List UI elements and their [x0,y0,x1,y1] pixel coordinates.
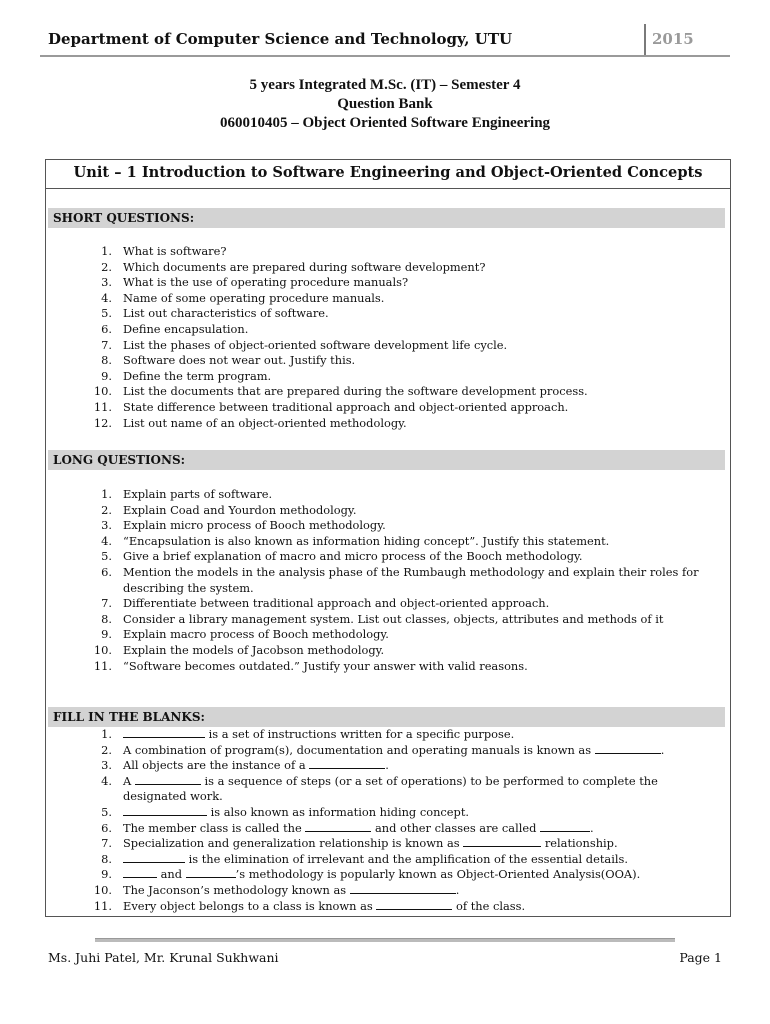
fill-blanks-list [68,727,708,914]
item-text-part: The Jaconson’s methodology known as [123,882,350,897]
item-number: 1. [101,727,112,741]
blank-line [123,852,185,863]
page-header [40,28,730,56]
item-number: 3. [101,758,112,773]
item-text-part: A [123,773,135,788]
footer-authors: Ms. Juhi Patel, Mr. Krunal Sukhwani [48,950,279,965]
list-item [68,727,708,743]
item-number: 11. [93,658,112,673]
list-item [68,384,708,400]
item-text-part: is the elimination of irrelevant and the amplification of the essential details. [185,851,628,866]
list-item [68,291,708,307]
item-number: 7. [101,596,112,611]
item-number: 3. [101,275,112,290]
item-number: 9. [101,867,112,882]
item-number: 2. [101,259,112,274]
item-text-part: The member class is called the [123,820,306,835]
unit-title: Unit – 1 Introduction to Software Engineering and Object-Oriented Concepts [73,164,703,181]
footer-rule [95,938,675,942]
list-item [68,338,708,354]
item-text: Give a brief explanation of macro and micro process of the Booch methodology. [123,549,583,564]
list-item [68,565,708,596]
list-item [68,416,708,432]
item-text: Explain the models of Jacobson methodology. [123,642,385,657]
item-number: 11. [93,399,112,414]
list-item [68,534,708,550]
item-text: Which documents are prepared during software development? [123,259,486,274]
item-text: Consider a library management system. List out classes, objects, attributes and methods of it [123,611,664,626]
item-text-part: A combination of program(s), documentation and operating manuals is known as [123,742,595,757]
list-item [68,774,708,805]
item-number: 7. [101,337,112,352]
item-text-part: All objects are the instance of a [123,758,310,773]
item-number: 9. [101,627,112,642]
document-type: Question Bank [337,96,433,112]
course-title: 060010405 – Object Oriented Software Engineering [219,115,551,131]
item-number: 7. [101,836,112,851]
item-number: 10. [93,882,112,897]
page-number: Page 1 [679,950,722,965]
program-title: 5 years Integrated M.Sc. (IT) – Semester 4 [249,77,521,93]
blank-line [350,883,456,894]
item-number: 8. [101,611,112,626]
item-number: 4. [101,773,112,788]
list-item [68,369,708,385]
item-text-part: of the class. [452,898,526,913]
title-block [40,76,730,133]
list-item [68,260,708,276]
item-text: Explain Coad and Yourdon methodology. [123,502,357,517]
header-divider [644,24,646,56]
list-item [68,899,708,915]
list-item [68,659,708,675]
blank-line [186,867,236,878]
item-text: Name of some operating procedure manuals. [123,290,385,305]
item-number: 4. [101,290,112,305]
list-item [68,852,708,868]
item-text: What is the use of operating procedure manuals? [123,275,409,290]
list-item [68,244,708,260]
item-number: 6. [101,321,112,336]
item-text-part: Specialization and generalization relationship is known as [123,836,464,851]
item-text: What is software? [123,244,227,258]
item-number: 6. [101,564,112,579]
item-text: Explain parts of software. [123,487,273,501]
item-number: 10. [93,642,112,657]
item-text-part: . [660,742,665,757]
list-item [68,487,708,503]
list-item [68,805,708,821]
item-text: List out characteristics of software. [123,306,329,321]
list-item [68,400,708,416]
item-number: 1. [101,244,112,258]
item-number: 5. [101,549,112,564]
item-number: 4. [101,533,112,548]
item-text-part: and other classes are called [371,820,541,835]
item-number: 2. [101,742,112,757]
short-questions-list [68,244,708,431]
item-number: 5. [101,306,112,321]
header-rule [40,55,730,57]
item-number: 11. [93,898,112,913]
item-text-part: is a sequence of steps (or a set of operations) to be performed to complete the designated work. [123,773,658,804]
list-item [68,612,708,628]
blank-line [123,805,207,816]
blank-line [540,821,590,832]
item-number: 6. [101,820,112,835]
item-number: 8. [101,851,112,866]
item-text: “Encapsulation is also known as information hiding concept”. Justify this statement. [123,533,610,548]
blank-line [309,758,385,769]
blank-line [135,774,201,785]
blank-line [305,821,371,832]
item-text: List the documents that are prepared during the software development process. [123,384,588,399]
item-text-part: . [590,820,594,835]
fill-blanks-heading: FILL IN THE BLANKS: [48,707,725,727]
list-item [68,353,708,369]
department-name: Department of Computer Science and Technology, UTU [48,30,513,48]
item-number: 2. [101,502,112,517]
list-item [68,821,708,837]
item-number: 9. [101,368,112,383]
item-number: 12. [93,415,112,430]
blank-line [595,743,661,754]
item-number: 1. [101,487,112,501]
item-text: Explain macro process of Booch methodology. [123,627,389,642]
list-item [68,867,708,883]
item-text-part: and [157,867,186,882]
item-number: 3. [101,518,112,533]
item-text-part: relationship. [541,836,618,851]
list-item [68,743,708,759]
item-text-part: ’s methodology is popularly known as Object-Oriented Analysis(OOA). [235,867,641,882]
item-text-part: . [455,882,460,897]
item-number: 10. [93,384,112,399]
long-questions-heading: LONG QUESTIONS: [48,450,725,470]
list-item [68,596,708,612]
item-text: List the phases of object-oriented software development life cycle. [123,337,508,352]
long-questions-list [68,487,708,674]
item-number: 5. [101,804,112,819]
list-item [68,758,708,774]
short-questions-heading: SHORT QUESTIONS: [48,208,725,228]
item-text-part: is a set of instructions written for a specific purpose. [205,727,515,741]
item-text: List out name of an object-oriented methodology. [123,415,407,430]
list-item [68,836,708,852]
item-number: 8. [101,353,112,368]
list-item [68,518,708,534]
list-item [68,275,708,291]
list-item [68,627,708,643]
header-year: 2015 [652,30,694,48]
item-text: Explain micro process of Booch methodology. [123,518,386,533]
list-item [68,322,708,338]
item-text: Software does not wear out. Justify this. [123,353,356,368]
item-text: “Software becomes outdated.” Justify your answer with valid reasons. [123,658,528,673]
item-text: Mention the models in the analysis phase of the Rumbaugh methodology and explain their roles for describing the system. [123,564,699,595]
list-item [68,643,708,659]
blank-line [376,899,452,910]
item-text: Define the term program. [123,368,272,383]
blank-line [123,867,157,878]
list-item [68,306,708,322]
list-item [68,883,708,899]
item-text: Differentiate between traditional approach and object-oriented approach. [123,596,550,611]
blank-line [123,727,205,738]
item-text-part: is also known as information hiding concept. [207,804,470,819]
unit-rule [45,188,731,189]
list-item [68,503,708,519]
blank-line [463,836,541,847]
item-text-part: Every object belongs to a class is known as [123,898,377,913]
item-text: State difference between traditional approach and object-oriented approach. [123,399,569,414]
item-text-part: . [385,758,389,773]
list-item [68,549,708,565]
item-text: Define encapsulation. [123,321,249,336]
